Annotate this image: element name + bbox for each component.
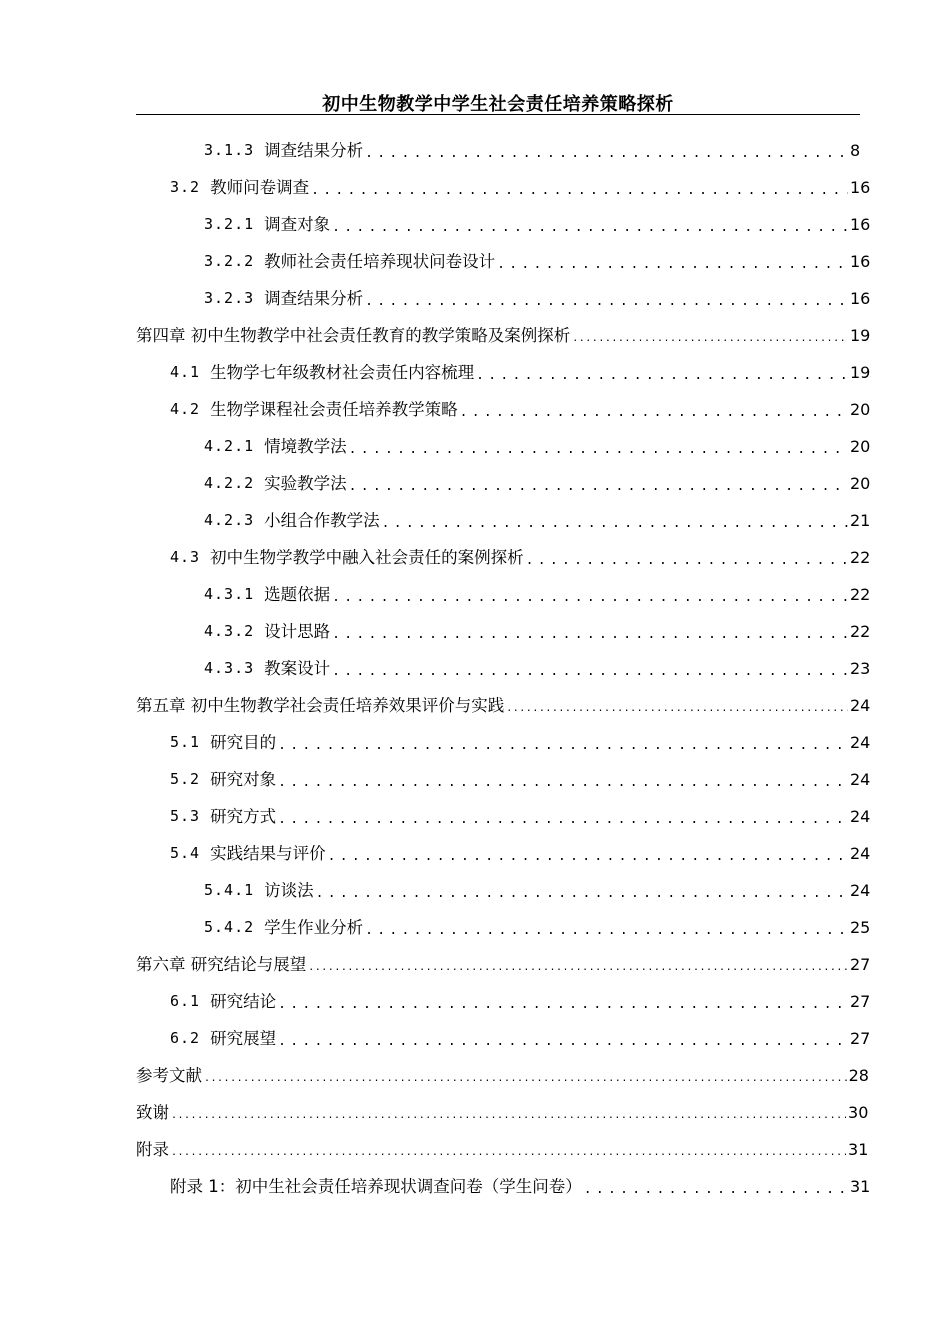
toc-entry-title: 初中生物学教学中融入社会责任的案例探析 — [210, 548, 524, 567]
toc-entry-page-number: 22 — [850, 585, 871, 604]
toc-entry-title: 学生作业分析 — [264, 918, 364, 937]
toc-entry[interactable] — [136, 280, 871, 317]
toc-entry[interactable] — [136, 872, 871, 909]
toc-dot-leader — [278, 731, 848, 761]
toc-entry[interactable] — [136, 1131, 869, 1168]
toc-entry-title: 调查结果分析 — [264, 141, 364, 160]
toc-entry-page-number: 28 — [848, 1066, 869, 1085]
toc-dot-leader — [460, 398, 848, 428]
toc-dot-leader — [349, 472, 848, 502]
toc-dot-leader — [497, 250, 848, 280]
toc-entry[interactable] — [136, 132, 860, 169]
toc-entry[interactable] — [136, 946, 871, 983]
toc-entry-number: 4.3.2 — [204, 622, 255, 640]
toc-entry-title: 附录 1：初中生社会责任培养现状调查问卷（学生问卷） — [170, 1177, 582, 1196]
toc-entry-number: 3.2.3 — [204, 289, 255, 307]
toc-dot-leader — [308, 953, 848, 983]
toc-entry-number: 5.3 — [170, 807, 201, 825]
toc-entry[interactable] — [136, 687, 871, 724]
toc-entry[interactable] — [136, 1094, 869, 1131]
toc-entry-title: 研究展望 — [210, 1029, 277, 1048]
toc-entry-page-number: 27 — [850, 955, 871, 974]
toc-entry-title: 调查结果分析 — [264, 289, 364, 308]
toc-entry[interactable] — [136, 909, 871, 946]
toc-entry-page-number: 24 — [850, 844, 871, 863]
toc-entry-title: 教师社会责任培养现状问卷设计 — [264, 252, 496, 271]
toc-entry[interactable] — [136, 1020, 871, 1057]
toc-entry-number: 4.2.1 — [204, 437, 255, 455]
toc-dot-leader — [572, 324, 848, 354]
toc-entry-number: 4.1 — [170, 363, 201, 381]
toc-entry-page-number: 24 — [850, 807, 871, 826]
toc-dot-leader — [171, 1138, 846, 1168]
toc-entry-number: 6.1 — [170, 992, 201, 1010]
toc-entry[interactable] — [136, 206, 871, 243]
page-header-title: 初中生物教学中学生社会责任培养策略探析 — [322, 94, 674, 115]
toc-entry-number: 5.1 — [170, 733, 201, 751]
toc-entry-title: 研究对象 — [210, 770, 277, 789]
table-of-contents — [136, 132, 871, 1205]
toc-dot-leader — [204, 1064, 847, 1094]
toc-dot-leader — [332, 583, 848, 613]
toc-entry[interactable] — [136, 1057, 869, 1094]
toc-entry-title: 教案设计 — [264, 659, 331, 678]
toc-dot-leader — [382, 509, 848, 539]
toc-entry[interactable] — [136, 243, 871, 280]
toc-dot-leader — [476, 361, 848, 391]
toc-dot-leader — [278, 805, 848, 835]
toc-entry[interactable] — [136, 650, 871, 687]
toc-entry-title: 研究目的 — [210, 733, 277, 752]
toc-entry-page-number: 16 — [850, 252, 871, 271]
toc-entry-number: 4.2.2 — [204, 474, 255, 492]
toc-entry-page-number: 31 — [850, 1177, 871, 1196]
toc-entry-title: 实验教学法 — [264, 474, 347, 493]
toc-dot-leader — [278, 1027, 848, 1057]
toc-entry[interactable] — [136, 576, 871, 613]
toc-dot-leader — [506, 694, 848, 724]
toc-entry-number: 3.2 — [170, 178, 201, 196]
toc-entry-page-number: 16 — [850, 178, 871, 197]
toc-entry[interactable] — [136, 354, 871, 391]
toc-entry[interactable] — [136, 465, 871, 502]
toc-entry-page-number: 30 — [848, 1103, 869, 1122]
toc-entry[interactable] — [136, 169, 871, 206]
toc-entry[interactable] — [136, 983, 871, 1020]
toc-entry[interactable] — [136, 724, 871, 761]
toc-entry-page-number: 24 — [850, 696, 871, 715]
toc-entry-page-number: 23 — [850, 659, 871, 678]
toc-entry-page-number: 19 — [850, 326, 871, 345]
toc-entry-page-number: 25 — [850, 918, 871, 937]
toc-dot-leader — [278, 990, 848, 1020]
toc-entry-number: 6.2 — [170, 1029, 201, 1047]
toc-dot-leader — [526, 546, 848, 576]
toc-entry[interactable] — [136, 502, 871, 539]
toc-entry-title: 致谢 — [136, 1103, 169, 1122]
toc-dot-leader — [332, 620, 848, 650]
toc-dot-leader — [316, 879, 848, 909]
toc-entry-number: 3.2.1 — [204, 215, 255, 233]
toc-entry[interactable] — [136, 761, 871, 798]
toc-entry[interactable] — [136, 1168, 871, 1205]
toc-entry-title: 选题依据 — [264, 585, 331, 604]
toc-dot-leader — [278, 768, 848, 798]
toc-entry-page-number: 20 — [850, 437, 871, 456]
toc-entry-page-number: 27 — [850, 1029, 871, 1048]
toc-entry[interactable] — [136, 317, 871, 354]
toc-entry-number: 4.2 — [170, 400, 201, 418]
toc-dot-leader — [584, 1175, 848, 1205]
toc-entry[interactable] — [136, 835, 871, 872]
toc-entry[interactable] — [136, 798, 871, 835]
toc-entry-page-number: 20 — [850, 474, 871, 493]
toc-entry-title: 第五章 初中生物教学社会责任培养效果评价与实践 — [136, 696, 505, 715]
toc-entry-number: 4.2.3 — [204, 511, 255, 529]
toc-entry-page-number: 20 — [850, 400, 871, 419]
toc-entry[interactable] — [136, 613, 871, 650]
toc-entry-page-number: 19 — [850, 363, 871, 382]
toc-entry-title: 实践结果与评价 — [210, 844, 326, 863]
toc-entry-number: 5.2 — [170, 770, 201, 788]
toc-entry-title: 研究方式 — [210, 807, 277, 826]
toc-entry-page-number: 8 — [850, 141, 861, 160]
toc-entry[interactable] — [136, 539, 871, 576]
toc-entry-title: 教师问卷调查 — [210, 178, 310, 197]
toc-dot-leader — [349, 435, 848, 465]
toc-entry-page-number: 31 — [848, 1140, 869, 1159]
toc-dot-leader — [311, 176, 848, 206]
toc-dot-leader — [365, 916, 848, 946]
toc-entry-title: 小组合作教学法 — [264, 511, 380, 530]
toc-entry-number: 4.3.1 — [204, 585, 255, 603]
header-rule — [136, 114, 860, 115]
toc-entry-title: 设计思路 — [264, 622, 331, 641]
toc-entry[interactable] — [136, 428, 871, 465]
toc-entry-page-number: 22 — [850, 548, 871, 567]
toc-dot-leader — [365, 139, 848, 169]
toc-entry-page-number: 16 — [850, 289, 871, 308]
toc-entry-page-number: 24 — [850, 881, 871, 900]
toc-dot-leader — [328, 842, 848, 872]
toc-entry-title: 第六章 研究结论与展望 — [136, 955, 307, 974]
toc-entry-number: 5.4.2 — [204, 918, 255, 936]
toc-entry-number: 4.3 — [170, 548, 201, 566]
toc-dot-leader — [365, 287, 848, 317]
toc-dot-leader — [332, 657, 848, 687]
toc-entry-page-number: 24 — [850, 733, 871, 752]
toc-entry-page-number: 22 — [850, 622, 871, 641]
toc-entry-number: 5.4 — [170, 844, 201, 862]
toc-entry-title: 研究结论 — [210, 992, 277, 1011]
toc-entry-title: 情境教学法 — [264, 437, 347, 456]
toc-entry-title: 生物学课程社会责任培养教学策略 — [210, 400, 458, 419]
toc-entry-title: 第四章 初中生物教学中社会责任教育的教学策略及案例探析 — [136, 326, 571, 345]
toc-entry-title: 附录 — [136, 1140, 169, 1159]
toc-entry-page-number: 16 — [850, 215, 871, 234]
toc-entry-number: 3.2.2 — [204, 252, 255, 270]
toc-entry-page-number: 24 — [850, 770, 871, 789]
toc-entry-title: 访谈法 — [264, 881, 314, 900]
toc-dot-leader — [332, 213, 848, 243]
toc-entry[interactable] — [136, 391, 871, 428]
toc-entry-number: 3.1.3 — [204, 141, 255, 159]
toc-entry-page-number: 21 — [850, 511, 871, 530]
toc-entry-number: 5.4.1 — [204, 881, 255, 899]
toc-entry-title: 参考文献 — [136, 1066, 202, 1085]
toc-dot-leader — [171, 1101, 846, 1131]
toc-entry-number: 4.3.3 — [204, 659, 255, 677]
toc-entry-title: 生物学七年级教材社会责任内容梳理 — [210, 363, 475, 382]
toc-entry-page-number: 27 — [850, 992, 871, 1011]
toc-entry-title: 调查对象 — [264, 215, 331, 234]
